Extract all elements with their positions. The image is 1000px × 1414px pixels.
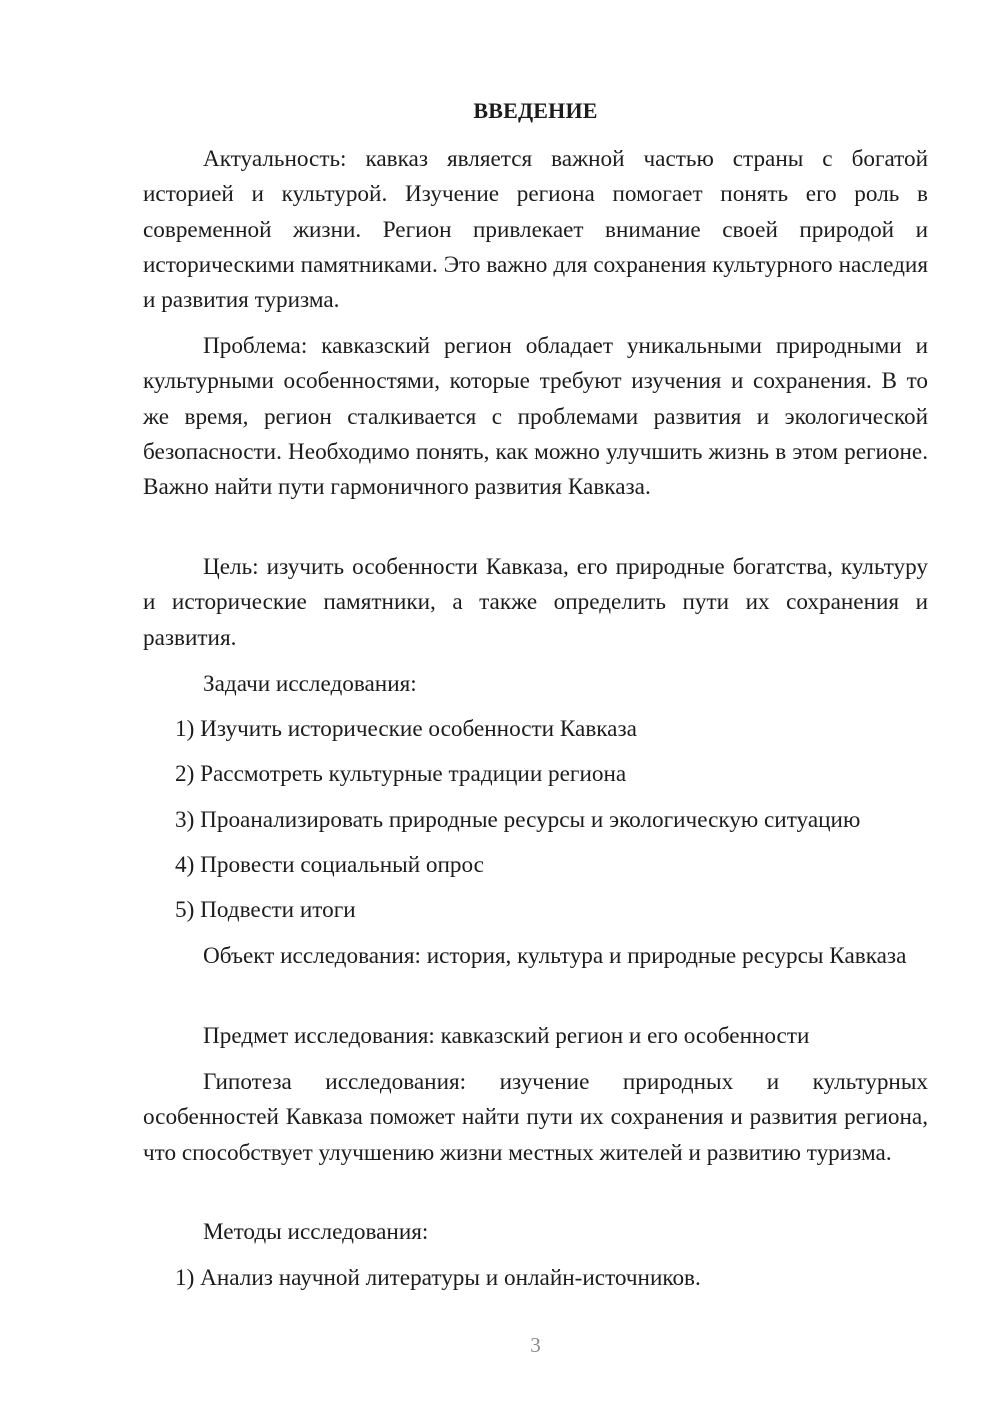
problem-paragraph: Проблема: кавказский регион обладает уникальными природными и культурными особенностями, которые требуют изучения и сохранения. В то же время, регион сталкивается с проблемами развития и экологической безопасности. Необходимо понять, как можно улучшить жизнь в этом регионе. Важно найти пути гармоничного развития Кавказа. xyxy=(143,333,928,501)
hypothesis-paragraph: Гипотеза исследования: изучение природных и культурных особенностей Кавказа поможет найти пути их сохранения и развития региона, что способствует улучшению жизни местных жителей и развитию туризма. xyxy=(143,1069,928,1166)
task-item: 5) Подвести итоги xyxy=(175,897,356,923)
relevance-paragraph: Актуальность: кавказ является важной частью страны с богатой историей и культурой. Изучение региона помогает понять его роль в современной жизни. Регион привлекает внимание своей природой и историческими памятниками. Это важно для сохранения культурного наследия и развития туризма. xyxy=(143,146,928,314)
task-item: 4) Провести социальный опрос xyxy=(175,852,484,878)
task-item: 1) Изучить исторические особенности Кавказа xyxy=(175,716,637,742)
task-item: 2) Рассмотреть культурные традиции региона xyxy=(175,761,627,787)
object-paragraph: Объект исследования: история, культура и природные ресурсы Кавказа xyxy=(203,943,907,969)
method-item: 1) Анализ научной литературы и онлайн-источников. xyxy=(175,1265,701,1291)
document-page xyxy=(143,0,928,1414)
subject-paragraph: Предмет исследования: кавказский регион и его особенности xyxy=(203,1023,810,1049)
tasks-title: Задачи исследования: xyxy=(203,671,417,697)
goal-paragraph: Цель: изучить особенности Кавказа, его природные богатства, культуру и исторические памятники, а также определить пути их сохранения и развития. xyxy=(143,554,928,651)
page-number: 3 xyxy=(530,1333,541,1357)
methods-title: Методы исследования: xyxy=(203,1219,429,1245)
task-item: 3) Проанализировать природные ресурсы и экологическую ситуацию xyxy=(175,807,861,833)
section-heading: ВВЕДЕНИЕ xyxy=(473,98,598,123)
